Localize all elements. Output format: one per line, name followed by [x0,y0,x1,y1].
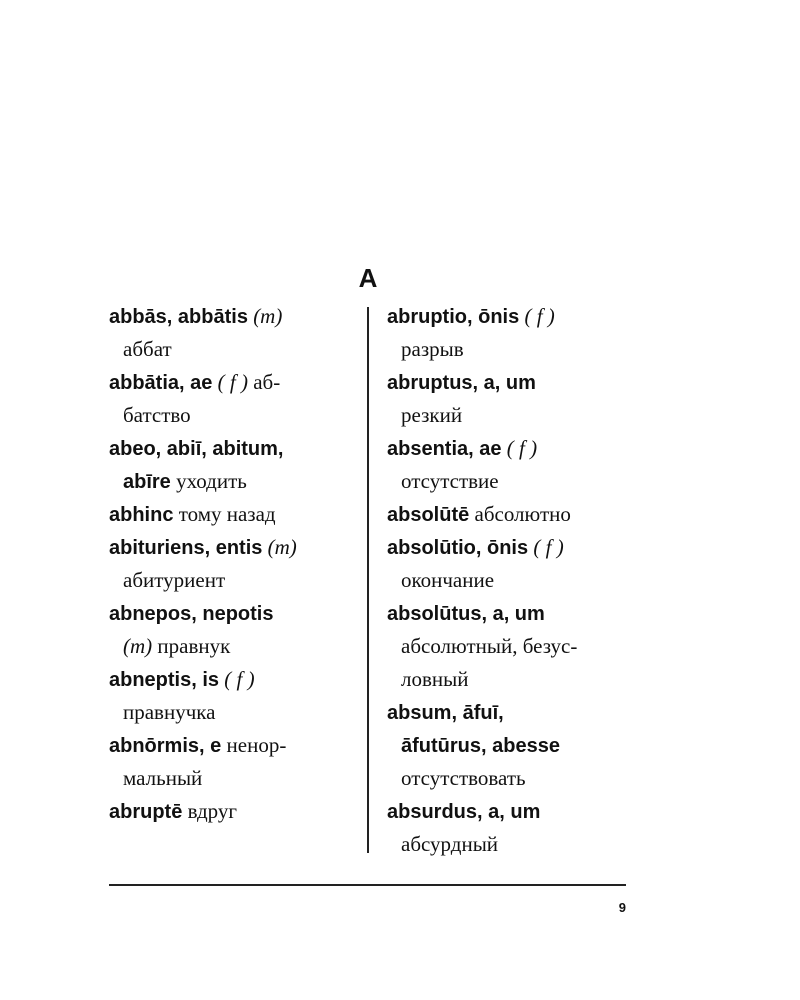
dictionary-entry [109,366,349,432]
translation: абсолютно [469,502,571,526]
headword: abruptē [109,801,183,823]
entry-line [387,498,627,531]
entry-line [387,432,627,465]
entry-line [387,300,627,333]
headword: abneptis, is [109,669,220,691]
translation: окончание [401,568,495,592]
grammar-label: ( f ) [212,370,248,394]
entry-line [109,696,349,729]
translation: мальный [123,766,203,790]
headword: absolūtio, ōnis [387,537,529,559]
entry-line [109,300,349,333]
entry-line [109,465,349,498]
headword: abīre [123,471,171,493]
headword: absolūtē [387,504,470,526]
dictionary-entry [109,663,349,729]
translation: уходить [170,469,247,493]
entry-line [387,366,627,399]
dictionary-entry [109,498,349,531]
entry-line [387,564,627,597]
dictionary-entry [109,432,349,498]
entry-line [109,531,349,564]
dictionary-entry [387,300,627,366]
entry-line [387,597,627,630]
entry-line [109,366,349,399]
headword: abbās, abbātis [109,306,248,328]
page-number: 9 [618,900,626,915]
entry-line [387,696,627,729]
entry-line [387,465,627,498]
entry-line [387,795,627,828]
headword: abituriens, entis [109,537,263,559]
entry-line [109,399,349,432]
headword: absentia, ae [387,438,502,460]
headword: absolūtus, a, um [387,603,545,625]
entry-line [387,399,627,432]
entry-line [109,795,349,828]
entry-line [109,333,349,366]
headword: absum, āfuī, [387,702,504,724]
entry-line [109,729,349,762]
right-entry-column [387,300,627,861]
translation: отсутствовать [401,766,526,790]
grammar-label: ( f ) [528,535,564,559]
entry-line [387,828,627,861]
grammar-label: ( f ) [219,667,255,691]
translation: ненор- [221,733,287,757]
dictionary-entry [387,498,627,531]
grammar-label: (m) [247,304,283,328]
headword: abnepos, nepotis [109,603,274,625]
headword: abruptus, a, um [387,372,536,394]
dictionary-entry [109,597,349,663]
entry-line [109,597,349,630]
entry-line [387,630,627,663]
translation: аббат [123,337,172,361]
headword: abruptio, ōnis [387,306,520,328]
entry-line [109,564,349,597]
grammar-label: ( f ) [519,304,555,328]
grammar-label: (m) [262,535,297,559]
dictionary-entry [387,366,627,432]
translation: батство [123,403,191,427]
dictionary-entry [109,531,349,597]
entry-line [387,663,627,696]
footer-rule [109,884,626,886]
translation: правнучка [123,700,216,724]
dictionary-entry [109,300,349,366]
entry-line [109,432,349,465]
dictionary-entry [387,432,627,498]
translation: тому назад [173,502,276,526]
entry-line [109,630,349,663]
dictionary-entry [387,696,627,795]
headword: abhinc [109,504,174,526]
dictionary-entry [387,795,627,861]
entry-line [387,729,627,762]
translation: вдруг [182,799,238,823]
headword: abbātia, ae [109,372,213,394]
entry-line [109,663,349,696]
dictionary-entry [109,729,349,795]
headword: absurdus, a, um [387,801,541,823]
column-divider [367,307,369,853]
dictionary-entry [387,531,627,597]
left-entry-column [109,300,349,828]
entry-line [387,531,627,564]
translation: абсолютный, безус- [401,634,578,658]
headword: āfutūrus, abesse [401,735,560,757]
translation: абсурдный [401,832,499,856]
dictionary-entry [109,795,349,828]
entry-line [387,762,627,795]
grammar-label: ( f ) [501,436,538,460]
translation: аб- [247,370,281,394]
entry-line [109,762,349,795]
dictionary-entry [387,597,627,696]
grammar-label: (m) [123,634,153,658]
translation: разрыв [401,337,464,361]
translation: ловный [401,667,469,691]
entry-line [109,498,349,531]
entry-line [387,333,627,366]
translation: отсутствие [401,469,499,493]
translation: резкий [401,403,463,427]
translation: правнук [152,634,231,658]
translation: абитуриент [123,568,226,592]
headword: abnōrmis, e [109,735,222,757]
headword: abeo, abiī, abitum, [109,438,284,460]
section-letter: A [358,263,378,293]
